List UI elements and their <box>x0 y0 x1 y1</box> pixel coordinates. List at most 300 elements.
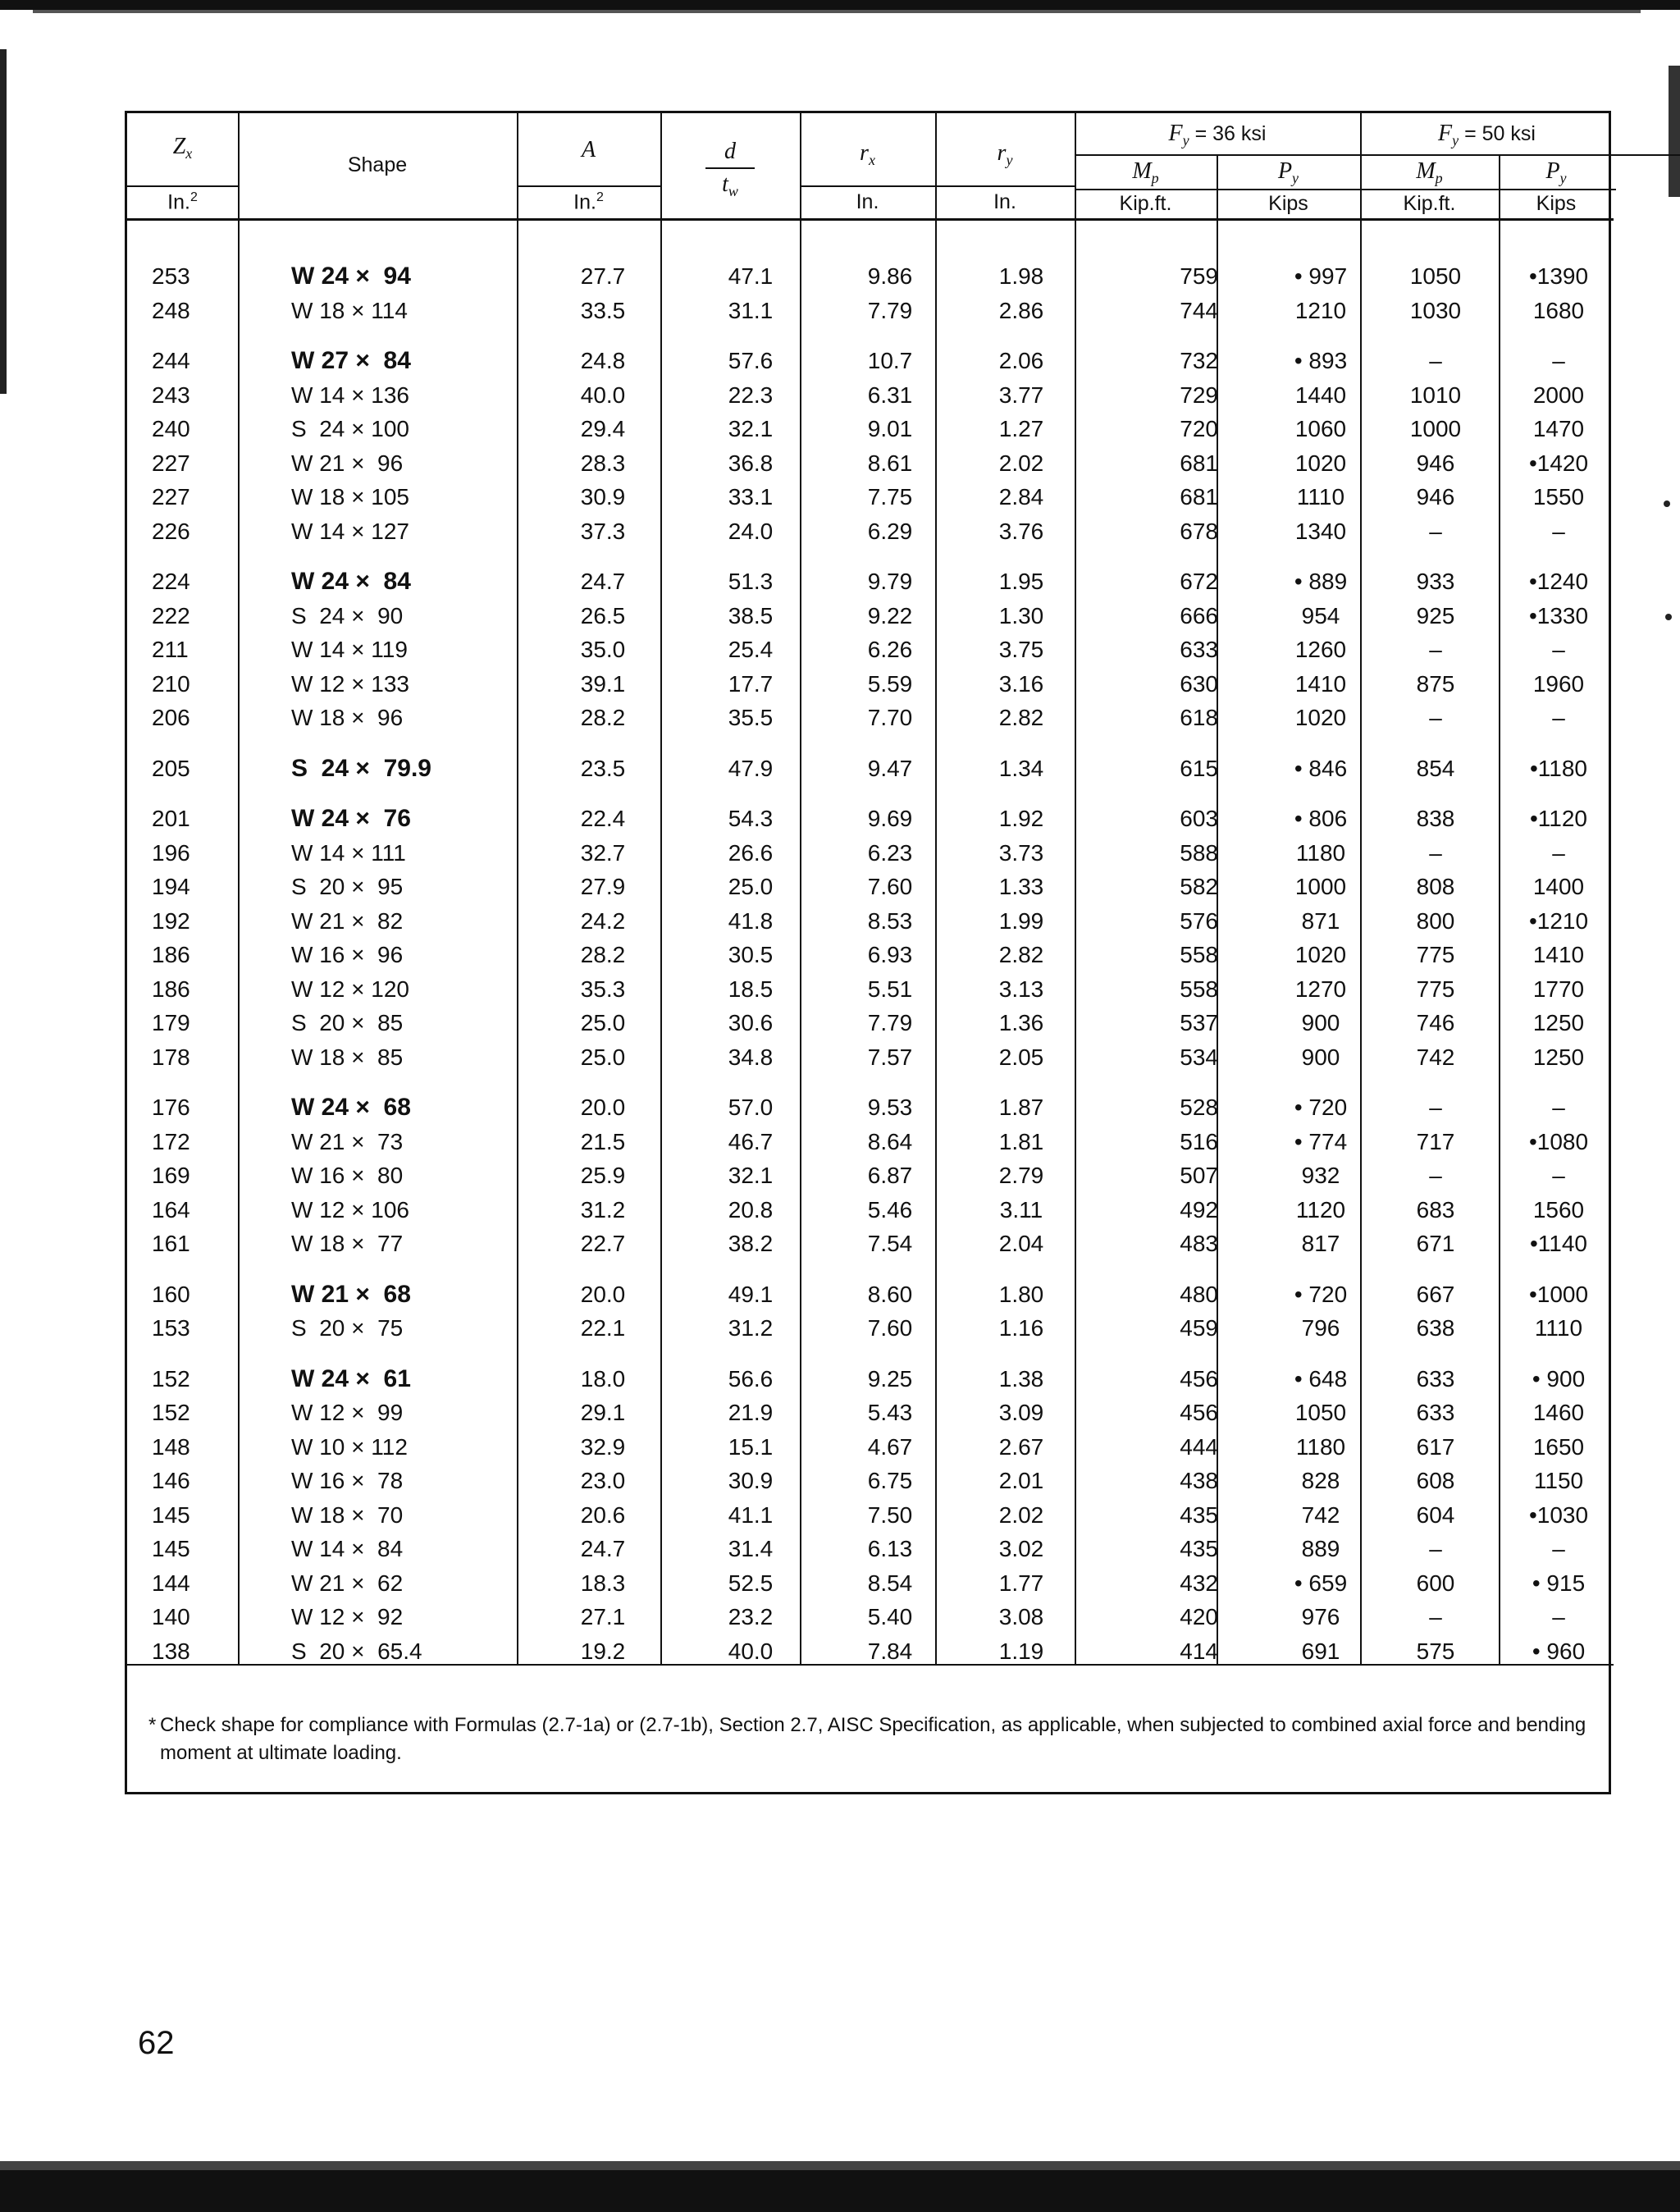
cell-a: 28.2 <box>580 705 626 730</box>
cell-d: 51.3 <box>728 569 774 594</box>
cell-zx: 169 <box>152 1163 190 1188</box>
cell-shape: W 24 × 84 <box>291 568 411 595</box>
cell-ry: 3.09 <box>998 1400 1044 1425</box>
cell-d: 17.7 <box>728 670 774 697</box>
cell-zx: 201 <box>152 806 190 831</box>
cell-mp50: 838 <box>1416 806 1455 831</box>
cell-d: 41.8 <box>728 907 774 934</box>
cell-mp36: 633 <box>1180 637 1218 662</box>
cell-py50: •1140 <box>1529 1231 1587 1256</box>
cell-rx: 7.50 <box>867 1501 913 1528</box>
cell-ry: 1.92 <box>998 806 1044 831</box>
cell-a: 35.3 <box>580 976 626 1002</box>
cell-shape: W 24 × 76 <box>291 805 411 832</box>
cell-mp50: 608 <box>1416 1468 1455 1493</box>
cell-mp36: 483 <box>1180 1231 1218 1256</box>
cell-d: 31.2 <box>728 1315 774 1341</box>
table-row <box>127 1532 1614 1566</box>
scan-edge-right <box>1669 66 1680 197</box>
cell-mp36: 534 <box>1180 1044 1218 1070</box>
cell-mp36: 456 <box>1180 1365 1218 1392</box>
cell-py50: – <box>1552 1536 1565 1561</box>
cell-zx: 138 <box>152 1638 190 1664</box>
table-row <box>127 1277 1614 1312</box>
cell-py50: – <box>1552 518 1565 544</box>
cell-a: 27.7 <box>580 263 626 289</box>
cell-a: 18.3 <box>580 1570 626 1596</box>
cell-zx: 194 <box>152 874 190 899</box>
cell-mp50: 946 <box>1416 450 1455 476</box>
cell-zx: 211 <box>152 637 189 662</box>
cell-mp36: 666 <box>1180 602 1218 628</box>
cell-a: 24.7 <box>580 569 626 594</box>
table-row <box>127 344 1614 378</box>
header-py-36-unit: Kips <box>1268 192 1308 215</box>
header-py-50: $P_y$ <box>1545 158 1567 186</box>
table-row <box>127 1600 1614 1634</box>
cell-d: 38.2 <box>728 1231 774 1256</box>
cell-zx: 244 <box>152 348 190 373</box>
table-row <box>127 378 1614 413</box>
cell-rx: 9.86 <box>867 263 913 289</box>
cell-d: 25.0 <box>728 874 774 899</box>
cell-mp36: 414 <box>1180 1638 1218 1664</box>
cell-rx: 7.75 <box>867 484 913 510</box>
cell-ry: 2.82 <box>998 942 1044 967</box>
cell-mp50: 746 <box>1416 1010 1455 1035</box>
cell-py36: 900 <box>1301 1044 1340 1070</box>
cell-shape: S 20 × 65.4 <box>291 1638 422 1664</box>
page-number: 62 <box>138 2025 175 2061</box>
cell-mp50: 617 <box>1416 1433 1455 1460</box>
cell-zx: 243 <box>152 382 190 408</box>
header-a: A <box>581 137 596 162</box>
cell-shape: W 12 × 120 <box>291 976 409 1002</box>
cell-d: 38.5 <box>728 602 774 628</box>
cell-zx: 146 <box>152 1468 190 1493</box>
cell-ry: 3.76 <box>998 518 1044 544</box>
table-row <box>127 938 1614 972</box>
cell-a: 25.0 <box>580 1044 626 1070</box>
cell-py36: 691 <box>1301 1638 1340 1664</box>
cell-py36: 1210 <box>1294 297 1347 323</box>
cell-mp36: 759 <box>1180 263 1218 289</box>
table-row <box>127 514 1614 549</box>
cell-mp50: – <box>1429 518 1442 544</box>
cell-ry: 2.05 <box>998 1044 1044 1070</box>
footnote <box>148 1712 1604 1767</box>
table-row <box>127 1464 1614 1498</box>
cell-zx: 178 <box>152 1044 190 1070</box>
cell-zx: 172 <box>152 1128 190 1154</box>
cell-a: 19.2 <box>580 1638 626 1664</box>
cell-shape: W 16 × 96 <box>291 942 404 967</box>
cell-mp50: – <box>1429 1604 1442 1629</box>
header-zx-unit: In.$^2$ <box>167 190 198 214</box>
cell-mp50: – <box>1429 839 1442 866</box>
cell-mp36: 492 <box>1180 1196 1218 1223</box>
cell-mp50: – <box>1429 1536 1442 1561</box>
cell-py50: • 960 <box>1532 1638 1586 1664</box>
header-shape: Shape <box>347 153 408 176</box>
cell-mp36: 744 <box>1180 297 1218 323</box>
cell-rx: 7.60 <box>867 874 913 899</box>
cell-a: 24.7 <box>580 1536 626 1561</box>
cell-mp36: 537 <box>1180 1010 1218 1035</box>
table-row <box>127 1396 1614 1430</box>
cell-mp50: 667 <box>1416 1281 1455 1307</box>
cell-rx: 6.31 <box>867 382 913 408</box>
cell-py36: • 889 <box>1294 569 1348 594</box>
cell-py50: – <box>1552 705 1565 730</box>
table-row <box>127 564 1614 599</box>
cell-rx: 9.01 <box>867 416 913 441</box>
cell-mp50: 575 <box>1416 1638 1455 1664</box>
cell-d: 35.5 <box>728 705 774 730</box>
cell-mp36: 507 <box>1180 1163 1218 1188</box>
cell-py50: •1240 <box>1528 569 1589 594</box>
cell-mp50: – <box>1429 637 1442 662</box>
table-row <box>127 259 1614 294</box>
table-row <box>127 446 1614 481</box>
cell-a: 23.0 <box>580 1468 626 1493</box>
table-row <box>127 752 1614 786</box>
cell-zx: 176 <box>152 1095 190 1120</box>
cell-shape: W 14 × 127 <box>291 518 409 544</box>
cell-py50: •1080 <box>1528 1128 1589 1154</box>
cell-py50: 1400 <box>1532 874 1585 899</box>
cell-ry: 2.06 <box>998 348 1044 373</box>
cell-mp36: 582 <box>1180 874 1218 899</box>
cell-shape: W 21 × 73 <box>291 1128 404 1154</box>
cell-rx: 6.26 <box>867 637 913 662</box>
cell-mp50: 933 <box>1416 569 1455 594</box>
table-row <box>127 667 1614 702</box>
cell-py36: • 648 <box>1294 1365 1348 1392</box>
cell-shape: W 18 × 96 <box>291 705 404 730</box>
cell-a: 33.5 <box>580 297 626 323</box>
cell-rx: 5.59 <box>867 670 913 697</box>
cell-py36: 889 <box>1301 1536 1340 1561</box>
table-row <box>127 599 1614 633</box>
cell-mp36: 420 <box>1180 1604 1218 1629</box>
cell-d: 46.7 <box>728 1128 774 1154</box>
cell-shape: S 20 × 85 <box>291 1010 404 1035</box>
cell-py50: 1470 <box>1532 416 1585 441</box>
cell-mp50: 875 <box>1416 670 1455 697</box>
cell-shape: W 14 × 111 <box>291 839 406 866</box>
cell-mp50: 638 <box>1416 1315 1455 1341</box>
table-row <box>127 480 1614 514</box>
cell-py36: 976 <box>1301 1604 1340 1629</box>
cell-rx: 9.25 <box>867 1365 913 1392</box>
cell-py36: 1050 <box>1294 1400 1347 1425</box>
cell-rx: 8.61 <box>867 450 913 476</box>
cell-d: 22.3 <box>728 382 774 408</box>
cell-mp50: 633 <box>1416 1400 1455 1425</box>
cell-mp36: 630 <box>1180 670 1218 697</box>
header-mp-36: $M_p$ <box>1132 158 1159 186</box>
cell-shape: W 12 × 106 <box>291 1196 409 1223</box>
cell-rx: 8.64 <box>867 1128 913 1154</box>
cell-zx: 144 <box>152 1570 190 1596</box>
cell-py50: 1460 <box>1532 1400 1585 1425</box>
cell-py50: 1680 <box>1532 297 1585 323</box>
cell-mp36: 681 <box>1180 484 1218 510</box>
cell-d: 18.5 <box>728 976 774 1002</box>
cell-shape: W 18 × 114 <box>291 297 408 323</box>
cell-shape: W 18 × 70 <box>291 1501 404 1528</box>
cell-a: 22.7 <box>580 1231 626 1256</box>
cell-ry: 3.77 <box>998 382 1044 408</box>
cell-mp36: 732 <box>1180 348 1218 373</box>
cell-py36: 1180 <box>1295 839 1346 866</box>
cell-mp36: 558 <box>1180 942 1218 967</box>
cell-a: 21.5 <box>580 1128 626 1154</box>
cell-mp50: 775 <box>1416 942 1455 967</box>
cell-rx: 7.54 <box>867 1231 913 1256</box>
header-mp-36-unit: Kip.ft. <box>1119 192 1172 215</box>
cell-mp50: 946 <box>1416 484 1455 510</box>
cell-rx: 7.84 <box>867 1638 913 1664</box>
table-row <box>127 1159 1614 1193</box>
cell-shape: W 12 × 92 <box>291 1604 404 1629</box>
cell-py50: • 915 <box>1532 1570 1586 1596</box>
cell-rx: 8.54 <box>867 1570 913 1596</box>
cell-shape: W 18 × 85 <box>291 1044 404 1070</box>
cell-py50: – <box>1552 348 1565 373</box>
cell-d: 34.8 <box>728 1044 774 1070</box>
cell-zx: 148 <box>152 1433 190 1460</box>
cell-d: 25.4 <box>728 637 774 662</box>
cell-py36: • 997 <box>1294 263 1348 289</box>
cell-ry: 1.80 <box>998 1281 1044 1307</box>
cell-mp36: 720 <box>1180 416 1218 441</box>
cell-rx: 10.7 <box>867 348 913 373</box>
cell-py50: 1110 <box>1534 1315 1583 1341</box>
cell-py50: 1250 <box>1532 1010 1585 1035</box>
cell-d: 21.9 <box>728 1400 774 1425</box>
cell-zx: 152 <box>152 1400 190 1425</box>
cell-py36: 1180 <box>1295 1433 1346 1460</box>
cell-py36: • 774 <box>1294 1128 1348 1154</box>
header-zx: $Z_x$ <box>172 134 193 162</box>
cell-py36: 796 <box>1301 1315 1340 1341</box>
header-ry: $r_y$ <box>997 140 1013 168</box>
cell-rx: 6.29 <box>867 518 913 544</box>
cell-rx: 7.70 <box>867 705 913 730</box>
cell-shape: W 24 × 94 <box>291 263 411 290</box>
cell-rx: 9.53 <box>867 1095 913 1120</box>
cell-d: 32.1 <box>728 1163 774 1188</box>
cell-shape: S 24 × 100 <box>291 416 410 441</box>
cell-a: 32.9 <box>580 1433 626 1460</box>
cell-ry: 2.79 <box>998 1163 1044 1188</box>
cell-a: 20.0 <box>580 1281 626 1307</box>
cell-py36: 1020 <box>1294 450 1347 476</box>
table-row <box>127 1430 1614 1465</box>
cell-a: 23.5 <box>580 755 626 781</box>
cell-mp50: – <box>1429 1163 1442 1188</box>
cell-zx: 224 <box>152 569 190 594</box>
cell-rx: 5.43 <box>867 1400 913 1425</box>
cell-rx: 6.93 <box>867 942 913 967</box>
cell-d: 33.1 <box>728 484 774 510</box>
cell-shape: W 18 × 105 <box>291 484 409 510</box>
cell-shape: W 21 × 68 <box>291 1280 411 1308</box>
cell-a: 27.9 <box>580 874 626 899</box>
header-rx-unit: In. <box>856 190 879 213</box>
cell-rx: 5.46 <box>867 1196 913 1223</box>
cell-ry: 2.84 <box>998 484 1044 510</box>
cell-a: 24.8 <box>580 348 626 373</box>
table-row <box>127 836 1614 871</box>
table-row <box>127 633 1614 667</box>
table-row <box>127 1125 1614 1159</box>
cell-rx: 7.60 <box>867 1315 913 1341</box>
cell-d: 57.0 <box>728 1095 774 1120</box>
header-mp-50: $M_p$ <box>1416 158 1443 186</box>
cell-zx: 161 <box>152 1231 190 1256</box>
cell-d: 36.8 <box>728 450 774 476</box>
cell-zx: 206 <box>152 705 190 730</box>
table-row <box>127 412 1614 446</box>
cell-mp36: 672 <box>1180 569 1218 594</box>
cell-zx: 205 <box>152 755 190 781</box>
table-row <box>127 802 1614 836</box>
cell-d: 41.1 <box>728 1501 774 1528</box>
cell-a: 25.9 <box>580 1163 626 1188</box>
header-py-36: $P_y$ <box>1277 158 1299 186</box>
cell-d: 15.1 <box>728 1433 774 1460</box>
cell-zx: 186 <box>152 976 190 1002</box>
cell-py36: 871 <box>1301 907 1340 934</box>
cell-zx: 222 <box>152 602 190 628</box>
cell-a: 40.0 <box>580 382 626 408</box>
cell-mp36: 558 <box>1180 976 1218 1002</box>
table-row <box>127 972 1614 1007</box>
cell-py36: 1440 <box>1294 382 1347 408</box>
cell-mp36: 588 <box>1180 839 1218 866</box>
cell-a: 22.1 <box>580 1315 626 1341</box>
cell-ry: 2.67 <box>998 1433 1044 1460</box>
cell-d: 47.9 <box>728 755 774 781</box>
cell-py36: 1000 <box>1294 874 1347 899</box>
cell-mp36: 432 <box>1180 1570 1218 1596</box>
cell-zx: 248 <box>152 297 190 323</box>
cell-a: 25.0 <box>580 1010 626 1035</box>
cell-py36: 817 <box>1301 1231 1340 1256</box>
cell-py36: • 846 <box>1294 755 1348 781</box>
header-unit-divider <box>517 185 660 187</box>
cell-rx: 6.23 <box>867 839 913 866</box>
cell-py50: – <box>1552 839 1565 866</box>
fy-group-divider <box>1075 154 1680 156</box>
cell-py50: 1150 <box>1533 1468 1584 1493</box>
cell-rx: 4.67 <box>867 1433 913 1460</box>
cell-d: 56.6 <box>728 1365 774 1392</box>
cell-py50: •1390 <box>1528 263 1589 289</box>
cell-py50: – <box>1552 1095 1565 1120</box>
table-row <box>127 904 1614 939</box>
cell-mp50: 1000 <box>1409 416 1462 441</box>
cell-ry: 3.08 <box>998 1604 1044 1629</box>
header-unit-divider <box>127 185 238 187</box>
cell-a: 30.9 <box>580 484 626 510</box>
cell-py50: •1030 <box>1528 1501 1589 1528</box>
cell-rx: 9.47 <box>867 755 913 781</box>
cell-py50: 2000 <box>1532 382 1585 408</box>
cell-d: 47.1 <box>728 263 774 289</box>
cell-py36: 1060 <box>1294 416 1347 441</box>
cell-zx: 253 <box>152 263 190 289</box>
cell-d: 20.8 <box>728 1196 774 1223</box>
cell-shape: W 16 × 78 <box>291 1468 404 1493</box>
cell-mp36: 603 <box>1180 806 1218 831</box>
cell-mp36: 516 <box>1180 1128 1218 1154</box>
cell-shape: W 12 × 99 <box>291 1400 404 1425</box>
header-a-unit: In.$^2$ <box>573 190 604 214</box>
cell-py36: 932 <box>1301 1163 1340 1188</box>
cell-py50: 1650 <box>1532 1433 1585 1460</box>
cell-ry: 2.02 <box>998 450 1044 476</box>
cell-mp50: 683 <box>1416 1196 1455 1223</box>
cell-a: 20.0 <box>580 1095 626 1120</box>
cell-mp36: 681 <box>1180 450 1218 476</box>
cell-rx: 9.79 <box>867 569 913 594</box>
table-row <box>127 1193 1614 1227</box>
cell-a: 28.3 <box>580 450 626 476</box>
scan-mark <box>1665 614 1672 620</box>
cell-shape: W 24 × 68 <box>291 1094 411 1121</box>
cell-a: 29.1 <box>580 1400 626 1425</box>
cell-mp36: 528 <box>1180 1095 1218 1120</box>
header-fy-36: $F_y = 36$ ksi <box>1168 121 1267 149</box>
cell-mp50: 1050 <box>1409 263 1462 289</box>
header-fy-50: $F_y = 50$ ksi <box>1438 121 1536 149</box>
cell-py36: 1260 <box>1294 637 1347 662</box>
cell-zx: 186 <box>152 942 190 967</box>
cell-mp50: 808 <box>1416 874 1455 899</box>
cell-a: 22.4 <box>580 806 626 831</box>
cell-mp36: 618 <box>1180 705 1218 730</box>
cell-rx: 5.40 <box>867 1604 913 1629</box>
cell-ry: 2.82 <box>998 705 1044 730</box>
cell-zx: 210 <box>152 670 190 697</box>
cell-mp50: 671 <box>1416 1231 1455 1256</box>
scan-mark <box>1664 500 1670 507</box>
cell-zx: 164 <box>152 1196 190 1223</box>
cell-ry: 3.75 <box>998 637 1044 662</box>
cell-py36: 1410 <box>1294 670 1347 697</box>
cell-d: 26.6 <box>728 839 774 866</box>
cell-zx: 192 <box>152 907 190 934</box>
cell-py36: 742 <box>1301 1501 1340 1528</box>
cell-a: 27.1 <box>580 1604 626 1629</box>
cell-ry: 1.33 <box>998 874 1044 899</box>
cell-ry: 1.36 <box>998 1010 1044 1035</box>
cell-shape: W 14 × 136 <box>291 382 409 408</box>
cell-zx: 160 <box>152 1281 190 1307</box>
cell-ry: 3.02 <box>998 1536 1044 1561</box>
cell-mp50: 775 <box>1416 976 1455 1002</box>
cell-py50: – <box>1552 1163 1565 1188</box>
cell-shape: W 14 × 119 <box>291 637 408 662</box>
cell-a: 37.3 <box>580 518 626 544</box>
cell-mp50: 1030 <box>1409 297 1462 323</box>
cell-ry: 1.19 <box>998 1638 1044 1664</box>
cell-ry: 2.86 <box>998 297 1044 323</box>
